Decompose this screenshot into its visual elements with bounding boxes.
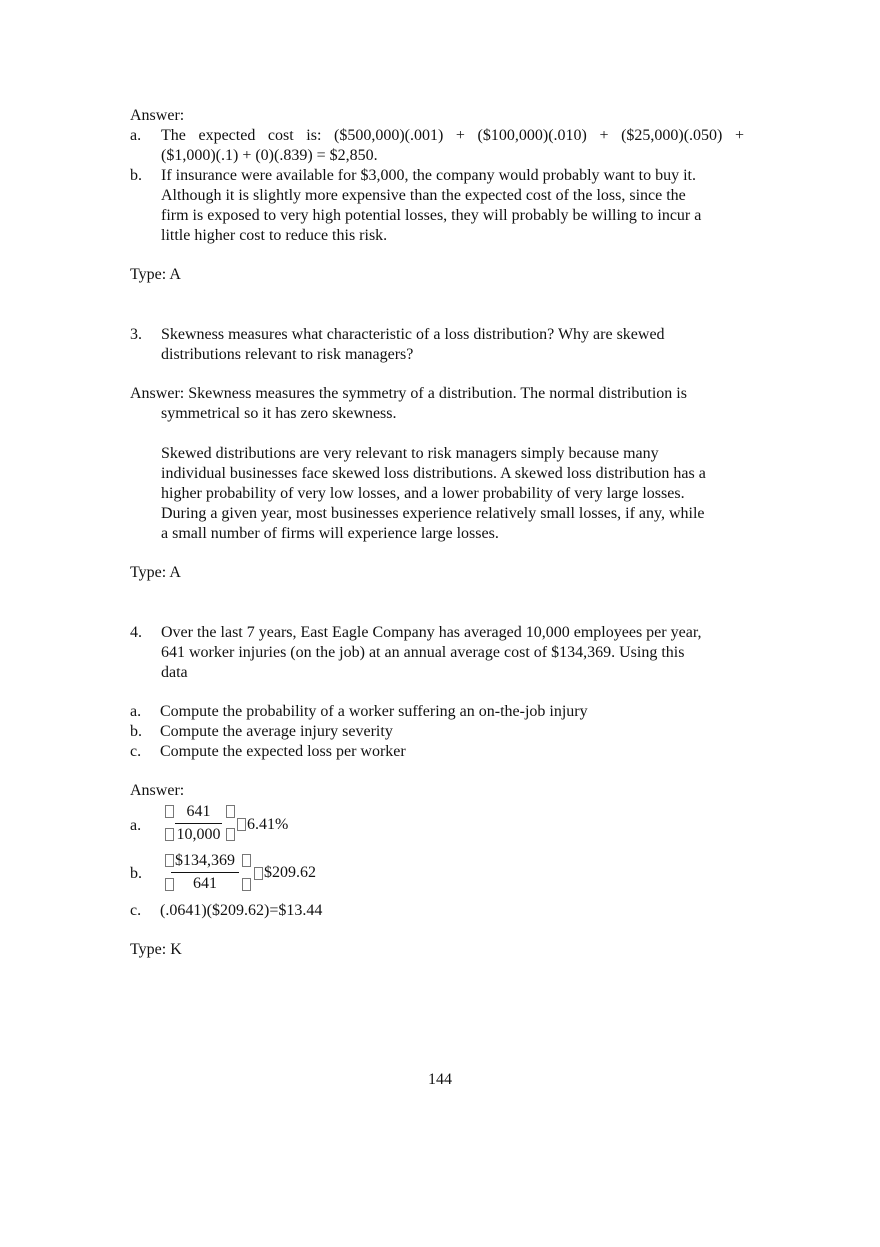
missing-glyph-icon: [237, 818, 246, 831]
type-label: Type: A: [130, 564, 181, 581]
missing-glyph-icon: [165, 828, 174, 841]
answer-label: Answer:: [130, 782, 185, 799]
answer-b-result: $209.62: [264, 864, 316, 881]
question-line-2: 641 worker injuries (on the job) at an annual average cost of $134,369. Using this: [161, 644, 685, 661]
question-line-2: distributions relevant to risk managers?: [161, 346, 414, 363]
answer-b-line-1: If insurance were available for $3,000, the company would probably want to buy it.: [161, 167, 696, 184]
answer-b-line-2: Although it is slightly more expensive than the expected cost of the loss, since the: [161, 187, 686, 204]
type-label: Type: A: [130, 266, 181, 283]
question-number: 3.: [130, 326, 142, 343]
answer-a-marker: a.: [130, 127, 142, 144]
missing-glyph-icon: [242, 854, 251, 867]
answer-a-marker: a.: [130, 817, 142, 834]
answer-label: Answer:: [130, 107, 185, 124]
fraction-b-denominator: 641: [193, 875, 217, 892]
missing-glyph-icon: [242, 878, 251, 891]
answer-c-marker: c.: [130, 902, 142, 919]
q3-answer-line-2: symmetrical so it has zero skewness.: [161, 405, 397, 422]
fraction-b: [171, 851, 239, 894]
fraction-b-numerator: $134,369: [175, 852, 235, 869]
question-line-1: Skewness measures what characteristic of a loss distribution? Why are skewed: [161, 326, 665, 343]
q3-paragraph-line-2: individual businesses face skewed loss distributions. A skewed loss distribution has a: [161, 465, 706, 482]
fraction-bar: [175, 823, 222, 824]
part-c-text: Compute the expected loss per worker: [160, 743, 406, 760]
fraction-bar: [171, 872, 239, 873]
page-number: 144: [428, 1071, 452, 1088]
answer-b-line-4: little higher cost to reduce this risk.: [161, 227, 388, 244]
missing-glyph-icon: [254, 867, 263, 880]
question-number: 4.: [130, 624, 142, 641]
answer-b-line-3: firm is exposed to very high potential losses, they will probably be willing to incur a: [161, 207, 702, 224]
missing-glyph-icon: [165, 805, 174, 818]
part-a-text: Compute the probability of a worker suffering an on-the-job injury: [160, 703, 588, 720]
missing-glyph-icon: [226, 805, 235, 818]
missing-glyph-icon: [226, 828, 235, 841]
answer-a-line-1: The expected cost is: ($500,000)(.001) + ($100,000)(.010) + ($25,000)(.050) +: [161, 127, 744, 144]
answer-b-marker: b.: [130, 865, 142, 882]
question-line-1: Over the last 7 years, East Eagle Company has averaged 10,000 employees per year,: [161, 624, 702, 641]
part-a-marker: a.: [130, 703, 142, 720]
fraction-a-denominator: 10,000: [176, 826, 221, 843]
answer-a-line-2: ($1,000)(.1) + (0)(.839) = $2,850.: [161, 147, 378, 164]
q3-paragraph-line-5: a small number of firms will experience large losses.: [161, 525, 499, 542]
q3-paragraph-line-3: higher probability of very low losses, and a lower probability of very large losses.: [161, 485, 685, 502]
answer-b-marker: b.: [130, 167, 142, 184]
part-b-marker: b.: [130, 723, 142, 740]
question-line-3: data: [161, 664, 188, 681]
q3-paragraph-line-4: During a given year, most businesses experience relatively small losses, if any, while: [161, 505, 705, 522]
answer-a-result: 6.41%: [247, 816, 289, 833]
fraction-a: [175, 802, 222, 845]
q3-answer-line-1: Answer: Skewness measures the symmetry of a distribution. The normal distribution is: [130, 385, 687, 402]
part-b-text: Compute the average injury severity: [160, 723, 393, 740]
answer-c-text: (.0641)($209.62)=$13.44: [160, 902, 323, 919]
fraction-a-numerator: 641: [186, 803, 211, 820]
type-label: Type: K: [130, 941, 182, 958]
q3-paragraph-line-1: Skewed distributions are very relevant to risk managers simply because many: [161, 445, 659, 462]
part-c-marker: c.: [130, 743, 142, 760]
